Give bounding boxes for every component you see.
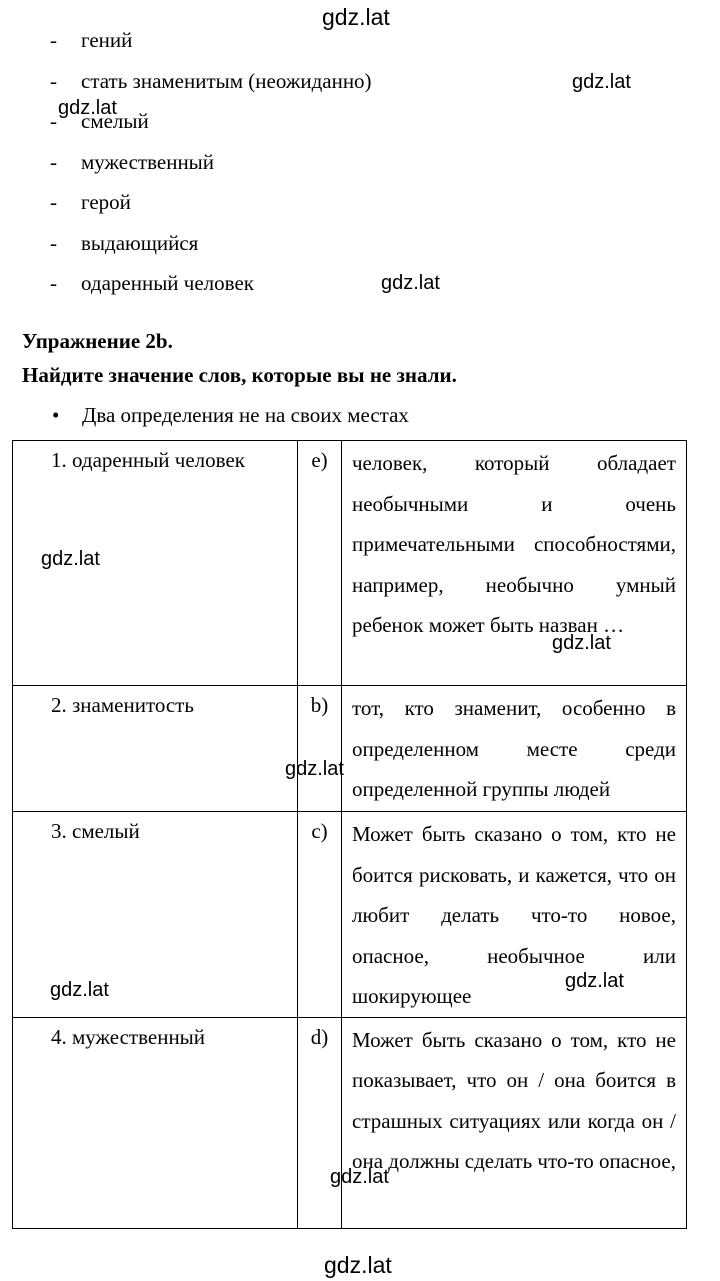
table-row — [13, 686, 687, 812]
watermark: gdz.lat — [285, 758, 344, 780]
dash-marker: - — [50, 190, 57, 214]
exercise-task: Найдите значение слов, которые вы не знали. — [22, 363, 457, 387]
letter-cell — [298, 1017, 342, 1228]
list-item — [50, 147, 372, 188]
watermark: gdz.lat — [322, 4, 390, 30]
exercise-note — [52, 400, 409, 430]
definition-cell — [342, 441, 687, 686]
watermark: gdz.lat — [330, 1166, 389, 1188]
list-item-text: выдающийся — [81, 230, 199, 255]
watermark: gdz.lat — [572, 71, 631, 93]
definition-text: тот, кто знаменит, особенно в определенном месте среди определенной группы людей — [352, 696, 676, 801]
list-item-text: смелый — [81, 109, 149, 133]
vocabulary-table — [12, 440, 687, 1229]
letter-text: d) — [310, 1024, 329, 1049]
term-cell — [13, 686, 298, 812]
exercise-note-text: Два определения не на своих местах — [82, 403, 409, 427]
dash-marker: - — [50, 230, 57, 255]
watermark: gdz.lat — [324, 1252, 392, 1278]
exercise-title: Упражнение 2b. — [22, 329, 173, 353]
letter-text: c) — [311, 819, 328, 843]
list-item — [50, 25, 372, 66]
letter-cell — [298, 812, 342, 1018]
dash-list — [50, 25, 372, 309]
watermark: gdz.lat — [552, 632, 611, 654]
definition-cell — [342, 1017, 687, 1228]
list-item — [50, 268, 372, 309]
letter-text: e) — [311, 448, 328, 472]
list-item-text: гений — [81, 28, 133, 52]
letter-cell — [298, 686, 342, 812]
term-text: 4. мужественный — [51, 1024, 206, 1049]
term-text: 2. знаменитость — [51, 693, 194, 717]
bullet-icon: • — [52, 403, 60, 427]
dash-marker: - — [50, 109, 57, 133]
definition-text: человек, который обладает необычными и очень примечательными способностями, например, необычно умный ребенок может быть назван … — [352, 451, 676, 637]
watermark: gdz.lat — [58, 97, 117, 119]
term-text: 1. одаренный человек — [51, 448, 245, 472]
definition-text: Может быть сказано о том, кто не боится рисковать, и кажется, что он любит делать что-то новое, опасное, необычное или шокирующее — [352, 822, 676, 1008]
definition-cell — [342, 812, 687, 1018]
list-item — [50, 228, 372, 269]
watermark: gdz.lat — [50, 979, 109, 1001]
table-row — [13, 1017, 687, 1228]
letter-text: b) — [310, 693, 329, 717]
term-cell — [13, 1017, 298, 1228]
dash-marker: - — [50, 271, 57, 295]
definition-text: Может быть сказано о том, кто не показывает, что он / она боится в страшных ситуациях или когда он / она должны сделать что-то опасное, — [352, 1027, 676, 1173]
dash-marker: - — [50, 149, 57, 174]
list-item-text: стать знаменитым (неожиданно) — [81, 68, 372, 93]
list-item-text: одаренный человек — [81, 271, 254, 295]
letter-cell — [298, 441, 342, 686]
list-item-text: мужественный — [81, 149, 215, 174]
dash-marker: - — [50, 68, 57, 93]
list-item — [50, 187, 372, 228]
term-text: 3. смелый — [51, 819, 140, 843]
watermark: gdz.lat — [565, 970, 624, 992]
definition-cell — [342, 686, 687, 812]
watermark: gdz.lat — [381, 272, 440, 294]
watermark: gdz.lat — [41, 548, 100, 570]
dash-marker: - — [50, 28, 57, 52]
list-item-text: герой — [81, 190, 131, 214]
